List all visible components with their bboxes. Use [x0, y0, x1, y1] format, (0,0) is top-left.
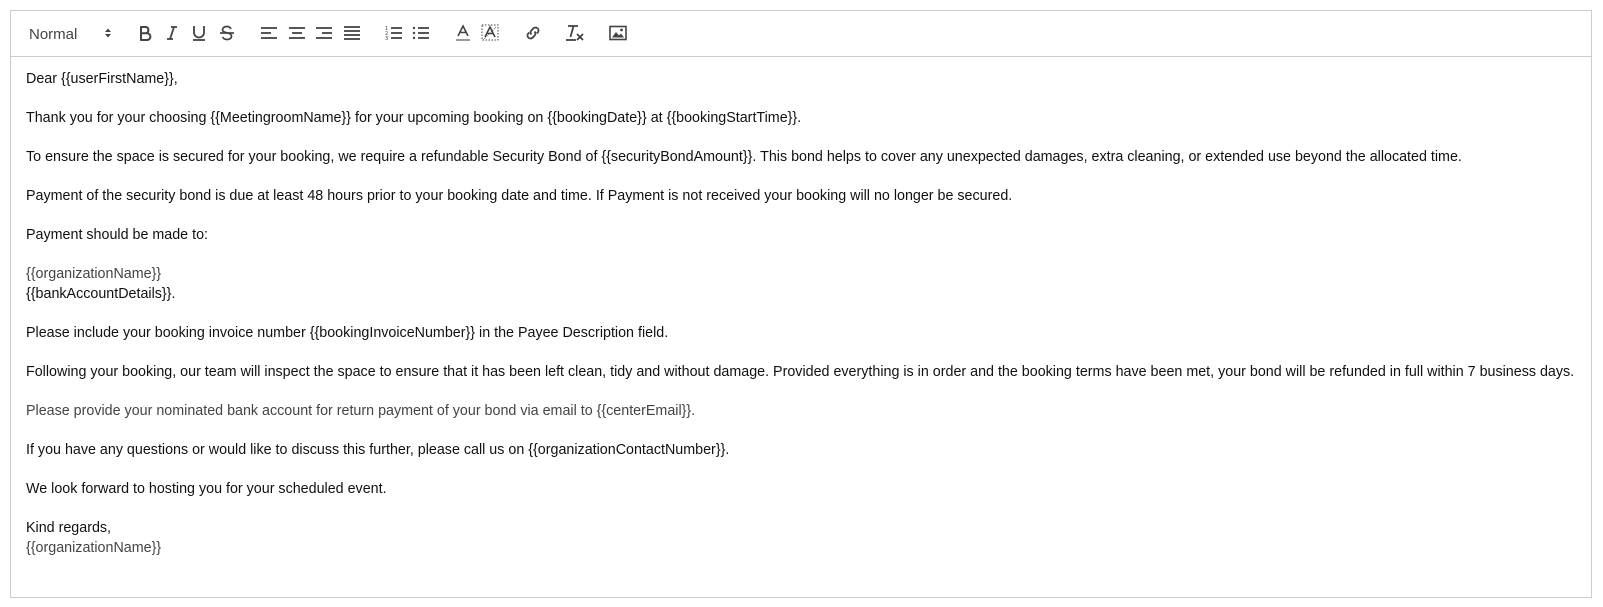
- ordered-list-icon: [385, 25, 403, 41]
- underline-icon: [191, 24, 207, 42]
- invoice-paragraph: Please include your booking invoice number {{bookingInvoiceNumber}} in the Payee Description field.: [26, 325, 669, 341]
- bond-paragraph: To ensure the space is secured for your booking, we require a refundable Security Bond of {{securityBondAmount}}. This bond helps to cover any unexpected damages, extra cleaning, or extended use beyond the allocated time.: [26, 149, 1462, 165]
- link-button[interactable]: [522, 20, 544, 46]
- payment-due-paragraph: Payment of the security bond is due at least 48 hours prior to your booking date and time. If Payment is not received your booking will no longer be secured.: [26, 188, 1013, 204]
- updown-arrows-icon: [103, 26, 113, 44]
- editor-content[interactable]: [11, 57, 1591, 558]
- background-color-icon: [481, 24, 499, 42]
- align-center-button[interactable]: [287, 20, 307, 46]
- forward-paragraph: We look forward to hosting you for your scheduled event.: [26, 481, 387, 497]
- bold-button[interactable]: [135, 20, 155, 46]
- background-color-button[interactable]: [480, 20, 500, 46]
- clear-formatting-button[interactable]: [564, 20, 586, 46]
- format-select-label: Normal: [29, 25, 78, 43]
- align-center-icon: [288, 25, 306, 41]
- align-left-icon: [260, 25, 278, 41]
- questions-paragraph: If you have any questions or would like to discuss this further, please call us on {{organizationContactNumber}}.: [26, 442, 730, 458]
- align-left-button[interactable]: [259, 20, 279, 46]
- rich-text-editor: [10, 10, 1592, 598]
- svg-text:1: 1: [385, 26, 389, 32]
- thanks-paragraph: Thank you for your choosing {{MeetingroomName}} for your upcoming booking on {{bookingDate}} at {{bookingStartTime}}.: [26, 110, 802, 126]
- text-color-icon: [455, 24, 471, 42]
- ordered-list-button[interactable]: [384, 20, 404, 46]
- editor-toolbar: [11, 11, 1591, 57]
- align-justify-icon: [343, 25, 361, 41]
- link-icon: [524, 24, 542, 42]
- inspection-paragraph: Following your booking, our team will inspect the space to ensure that it has been left clean, tidy and without damage. Provided everything is in order and the booking terms have been met, your bond will be refunded in full within 7 business days.: [26, 364, 1575, 380]
- strikethrough-button[interactable]: [217, 20, 237, 46]
- image-button[interactable]: [607, 20, 629, 46]
- regards-line: Kind regards,: [26, 520, 112, 536]
- underline-button[interactable]: [189, 20, 209, 46]
- align-right-icon: [315, 25, 333, 41]
- bank-details-line: {{bankAccountDetails}}.: [26, 286, 176, 302]
- organization-name-line: {{organizationName}}: [26, 266, 162, 282]
- clear-formatting-icon: [565, 24, 585, 42]
- svg-text:3: 3: [385, 36, 389, 41]
- nominate-paragraph: Please provide your nominated bank account for return payment of your bond via email to {{centerEmail}}.: [26, 403, 696, 419]
- format-select[interactable]: [27, 21, 113, 47]
- align-justify-button[interactable]: [342, 20, 362, 46]
- italic-icon: [165, 25, 179, 41]
- italic-button[interactable]: [162, 20, 182, 46]
- payment-to-paragraph: Payment should be made to:: [26, 227, 208, 243]
- strikethrough-icon: [219, 25, 235, 41]
- text-color-button[interactable]: [453, 20, 473, 46]
- align-right-button[interactable]: [314, 20, 334, 46]
- bullet-list-button[interactable]: [411, 20, 431, 46]
- signature-line: {{organizationName}}: [26, 540, 162, 556]
- greeting-line: Dear {{userFirstName}},: [26, 71, 178, 87]
- svg-text:2: 2: [385, 31, 389, 37]
- image-icon: [609, 25, 627, 41]
- bullet-list-icon: [412, 25, 430, 41]
- bold-icon: [138, 25, 152, 41]
